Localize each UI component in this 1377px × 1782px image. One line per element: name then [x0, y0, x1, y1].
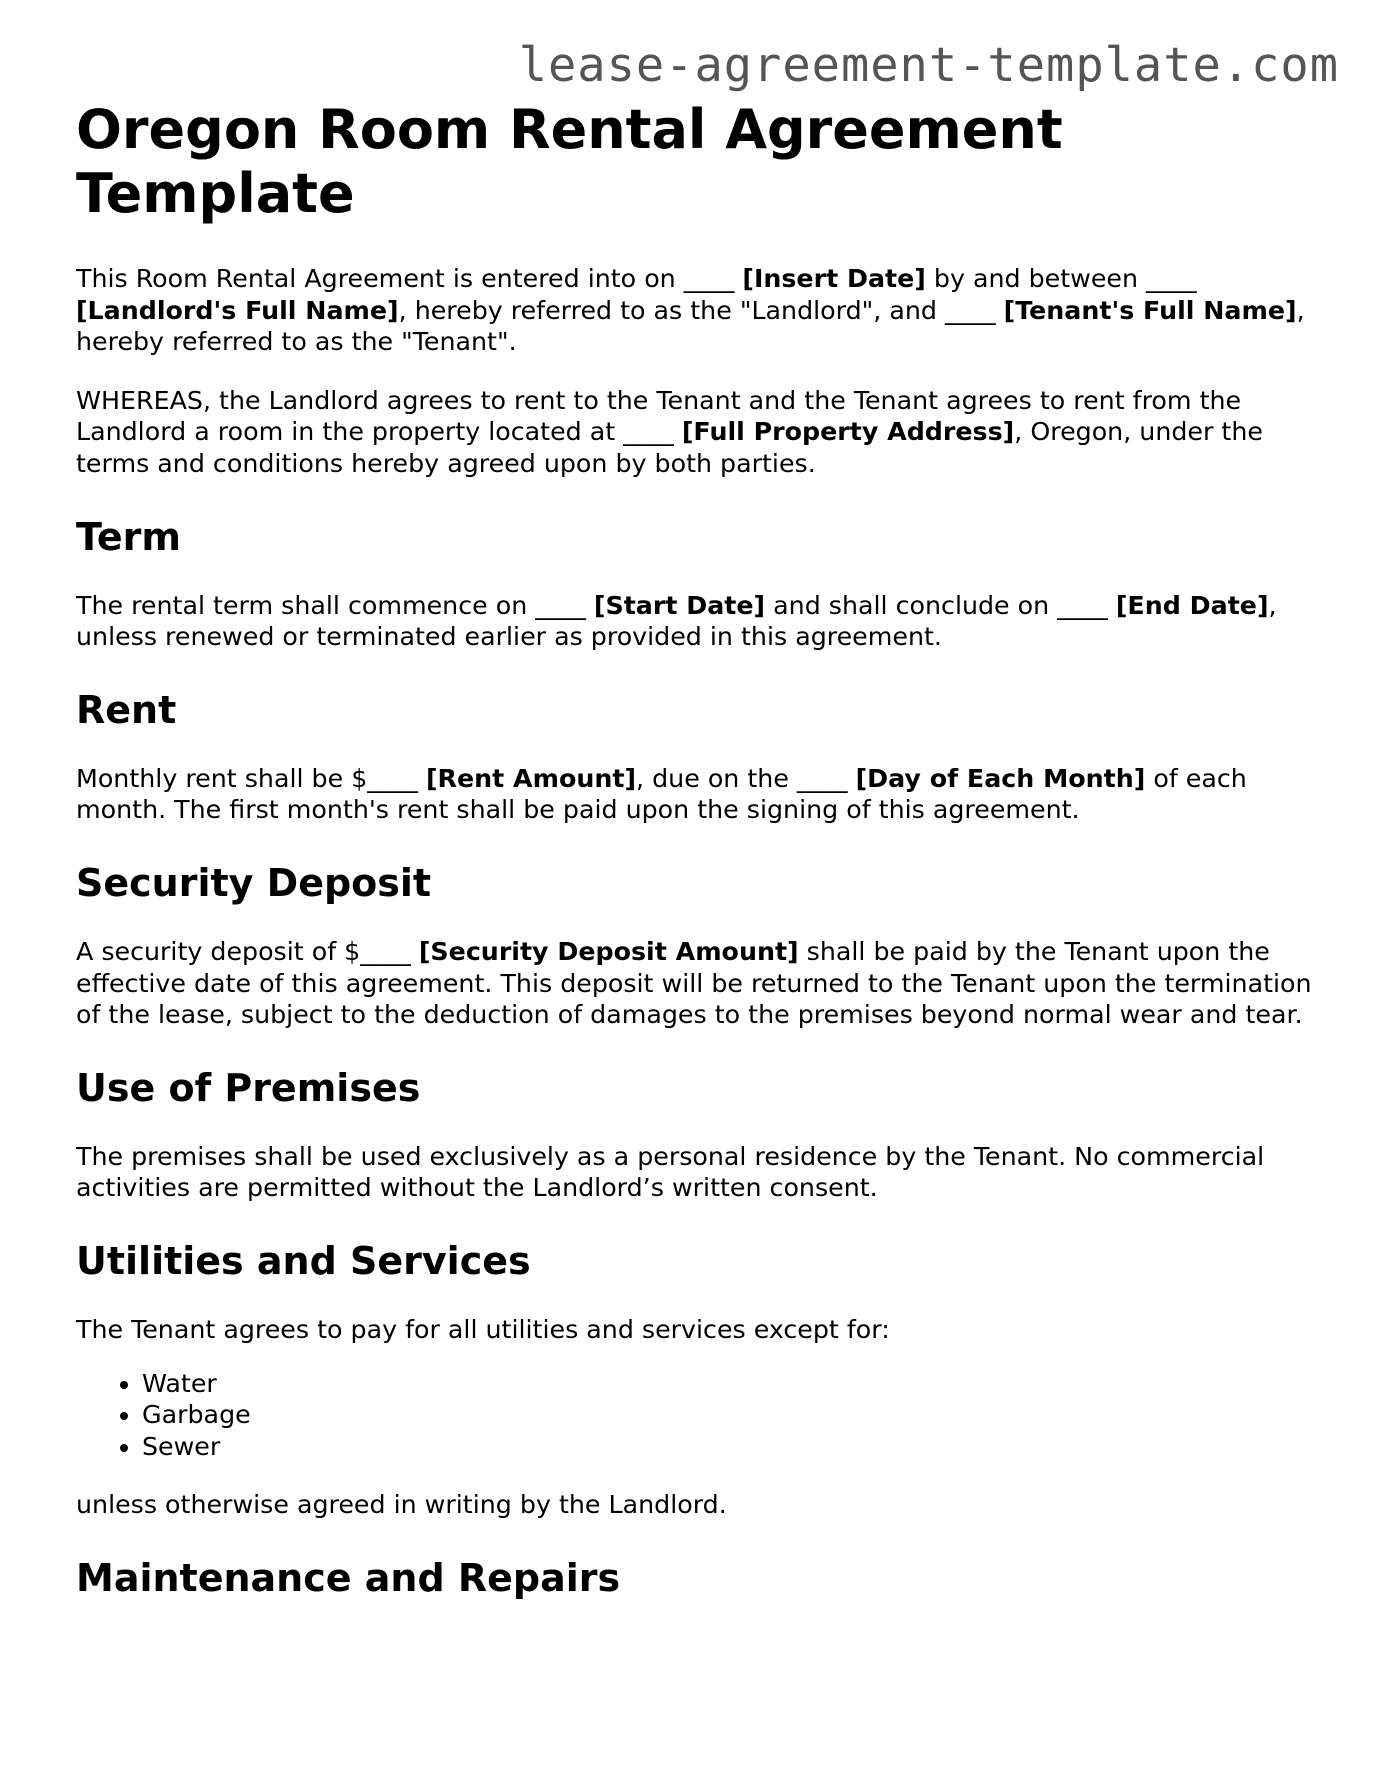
list-item: • Garbage [142, 1399, 1316, 1431]
utilities-heading: Utilities and Services [76, 1238, 531, 1283]
rent-heading: Rent [76, 687, 177, 732]
watermark: lease-agreement-template.com [518, 38, 1339, 93]
document-body [76, 98, 1316, 1601]
security-deposit-paragraph: A security deposit of $____ [Security Deposit Amount] shall be paid by the Tenant upon the effective date of this agreement. This deposit will be returned to the Tenant upon the termination of the lease, subject to the deduction of damages to the premises beyond normal wear and tear. [76, 936, 1312, 1030]
use-of-premises-paragraph: The premises shall be used exclusively as a personal residence by the Tenant. No commercial activities are permitted without the Landlord’s written consent. [76, 1141, 1265, 1203]
maintenance-heading: Maintenance and Repairs [76, 1555, 621, 1600]
utilities-outro: unless otherwise agreed in writing by the Landlord. [76, 1490, 727, 1520]
utilities-list [76, 1368, 1316, 1463]
list-item: • Water [142, 1368, 1316, 1400]
security-deposit-heading: Security Deposit [76, 860, 432, 905]
list-item: • Sewer [142, 1431, 1316, 1463]
rent-paragraph: Monthly rent shall be $____ [Rent Amount], due on the ____ [Day of Each Month] of each month. The first month's rent shall be paid upon the signing of this agreement. [76, 763, 1247, 825]
whereas-paragraph: WHEREAS, the Landlord agrees to rent to the Tenant and the Tenant agrees to rent from the Landlord a room in the property located at ____ [Full Property Address], Oregon, under the terms and conditions hereby agreed upon by both parties. [76, 385, 1263, 478]
term-paragraph: The rental term shall commence on ____ [Start Date] and shall conclude on ____ [End Date], unless renewed or terminated earlier as provided in this agreement. [76, 590, 1277, 652]
use-of-premises-heading: Use of Premises [76, 1065, 421, 1110]
page-title: Oregon Room Rental Agreement Template [76, 98, 1063, 225]
term-heading: Term [76, 514, 181, 559]
utilities-intro: The Tenant agrees to pay for all utilities and services except for: [76, 1314, 890, 1344]
intro-paragraph: This Room Rental Agreement is entered into on ____ [Insert Date] by and between ____ [Landlord's Full Name], hereby referred to as the "Landlord", and ____ [Tenant's Full Name], hereby referred to as the "Tenant". [76, 264, 1305, 357]
